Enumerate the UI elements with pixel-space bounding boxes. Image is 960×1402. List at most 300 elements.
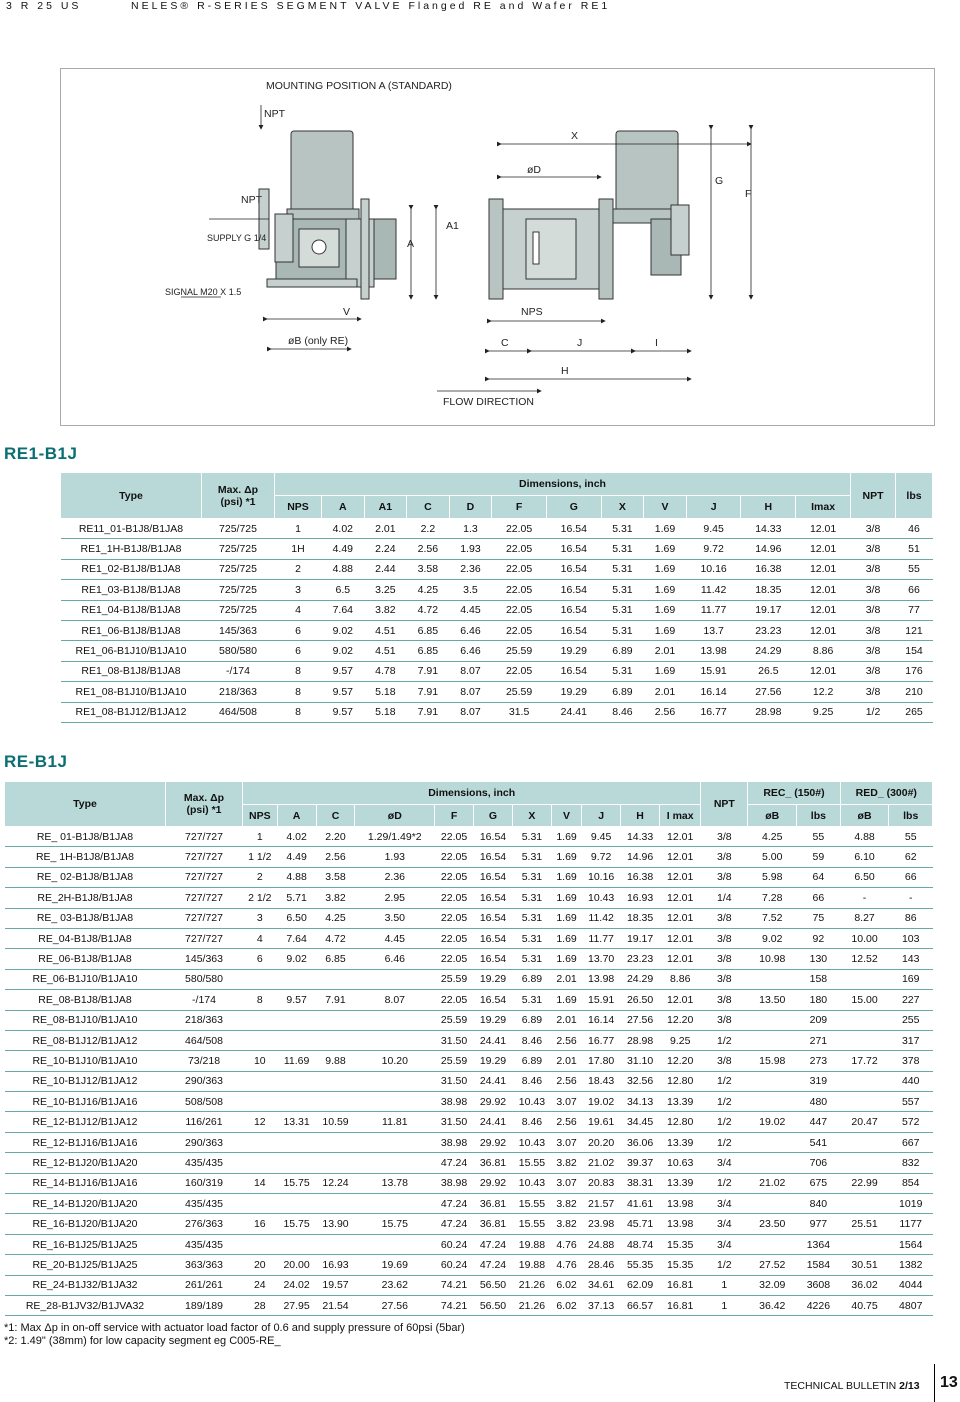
data-cell: 55 — [896, 559, 933, 579]
data-cell: 16.54 — [546, 519, 601, 539]
data-cell: 580/580 — [166, 969, 243, 989]
data-cell: 1/2 — [701, 1112, 748, 1132]
data-cell: 22.05 — [435, 949, 474, 969]
data-cell: 11.69 — [277, 1051, 316, 1071]
data-cell — [840, 1194, 889, 1214]
data-cell: 47.24 — [435, 1153, 474, 1173]
data-cell: 440 — [889, 1071, 933, 1091]
data-cell: 5.00 — [748, 847, 797, 867]
data-cell: 16.54 — [546, 661, 601, 681]
data-cell: 25.51 — [840, 1214, 889, 1234]
section-title-re1: RE1-B1J — [4, 444, 78, 463]
data-cell — [355, 1153, 435, 1173]
data-cell: 10.43 — [512, 1092, 551, 1112]
data-cell: 31.50 — [435, 1112, 474, 1132]
data-cell — [748, 1092, 797, 1112]
col-g: G — [546, 496, 601, 519]
data-cell: 725/725 — [202, 559, 275, 579]
label-v: V — [343, 306, 351, 318]
data-cell: 317 — [889, 1030, 933, 1050]
data-cell: 6.89 — [512, 1051, 551, 1071]
data-cell: 103 — [889, 928, 933, 948]
data-cell: 22.05 — [435, 867, 474, 887]
section-title-re: RE-B1J — [4, 752, 68, 771]
data-cell: 24.41 — [546, 702, 601, 722]
data-cell: 4.45 — [355, 928, 435, 948]
data-cell: 7.91 — [316, 990, 355, 1010]
data-cell: 22.05 — [435, 847, 474, 867]
data-cell: 66 — [889, 867, 933, 887]
data-cell: 20.20 — [582, 1132, 621, 1152]
data-cell: 1364 — [797, 1234, 840, 1254]
data-cell: 4.49 — [322, 539, 365, 559]
data-cell: 15.91 — [582, 990, 621, 1010]
data-cell: 28.46 — [582, 1255, 621, 1275]
data-cell: 675 — [797, 1173, 840, 1193]
data-cell: 5.98 — [748, 867, 797, 887]
data-cell: 265 — [896, 702, 933, 722]
data-cell: 13.98 — [660, 1214, 701, 1234]
data-cell — [748, 1010, 797, 1030]
data-cell: 34.45 — [621, 1112, 660, 1132]
data-cell: 5.31 — [601, 539, 644, 559]
data-cell: 9.25 — [660, 1030, 701, 1050]
col-x: X — [601, 496, 644, 519]
data-cell: 121 — [896, 620, 933, 640]
data-cell: 60.24 — [435, 1255, 474, 1275]
data-cell: 19.02 — [748, 1112, 797, 1132]
data-cell: 22.99 — [840, 1173, 889, 1193]
data-cell: 48.74 — [621, 1234, 660, 1254]
col-npt: NPT — [851, 473, 896, 519]
data-cell: 5.18 — [364, 682, 407, 702]
data-cell: 169 — [889, 969, 933, 989]
data-cell: 5.31 — [601, 661, 644, 681]
type-cell: RE_12-B1J12/B1JA12 — [5, 1112, 166, 1132]
data-cell: 3/8 — [851, 580, 896, 600]
data-cell — [243, 1132, 278, 1152]
col-d: D — [449, 496, 492, 519]
data-cell: 12.80 — [660, 1112, 701, 1132]
data-cell: 16.54 — [546, 600, 601, 620]
data-cell: 1382 — [889, 1255, 933, 1275]
data-cell: 29.92 — [474, 1173, 513, 1193]
data-cell: 32.56 — [621, 1071, 660, 1091]
data-cell: 572 — [889, 1112, 933, 1132]
data-cell: 1/4 — [701, 888, 748, 908]
data-cell: 2.36 — [449, 559, 492, 579]
data-cell — [277, 1030, 316, 1050]
table-row — [5, 969, 933, 989]
data-cell: 22.05 — [492, 620, 547, 640]
page-header — [6, 0, 956, 14]
type-cell: RE1_08-B1J10/B1JA10 — [61, 682, 202, 702]
data-cell: 3.07 — [551, 1092, 581, 1112]
data-cell: 2.01 — [551, 1010, 581, 1030]
data-cell: 22.05 — [435, 990, 474, 1010]
data-cell: 19.88 — [512, 1234, 551, 1254]
col-maxdp: Max. Δp (psi) *1 — [166, 782, 243, 827]
col-a1: A1 — [364, 496, 407, 519]
data-cell: 37.13 — [582, 1295, 621, 1315]
table-row — [5, 1214, 933, 1234]
col-dim-6: X — [512, 805, 551, 827]
data-cell: 10.16 — [582, 867, 621, 887]
data-cell: 19.57 — [316, 1275, 355, 1295]
data-cell: - — [840, 888, 889, 908]
data-cell: 5.31 — [512, 908, 551, 928]
data-cell — [277, 1010, 316, 1030]
data-cell — [748, 1234, 797, 1254]
data-cell — [243, 1030, 278, 1050]
data-cell: 8.07 — [449, 661, 492, 681]
label-a: A — [407, 238, 415, 250]
data-cell: 27.56 — [621, 1010, 660, 1030]
data-cell: 9.02 — [322, 641, 365, 661]
table-row — [5, 1092, 933, 1112]
data-cell: 1.69 — [644, 580, 687, 600]
data-cell: 1019 — [889, 1194, 933, 1214]
data-cell: 3/8 — [851, 519, 896, 539]
table-row — [5, 827, 933, 847]
data-cell: 725/725 — [202, 600, 275, 620]
data-cell: 1.69 — [551, 990, 581, 1010]
data-cell: 38.31 — [621, 1173, 660, 1193]
data-cell: 25.59 — [435, 969, 474, 989]
table-row — [5, 1051, 933, 1071]
data-cell: 727/727 — [166, 847, 243, 867]
data-cell: 2.36 — [355, 867, 435, 887]
data-cell: 1.69 — [644, 559, 687, 579]
col-dim-5: G — [474, 805, 513, 827]
data-cell — [748, 1132, 797, 1152]
data-cell: 4 — [243, 928, 278, 948]
data-cell: 12.20 — [660, 1010, 701, 1030]
data-cell: 7.91 — [407, 702, 450, 722]
data-cell: 15.35 — [660, 1255, 701, 1275]
data-cell: 28.98 — [621, 1030, 660, 1050]
data-cell: 10.16 — [686, 559, 741, 579]
data-cell: 10.63 — [660, 1153, 701, 1173]
data-cell: 2.2 — [407, 519, 450, 539]
data-cell: 16.14 — [582, 1010, 621, 1030]
data-cell: 38.98 — [435, 1132, 474, 1152]
data-cell — [840, 1234, 889, 1254]
doc-code: 3 R 25 US — [6, 0, 82, 12]
data-cell: 447 — [797, 1112, 840, 1132]
data-cell: 1.69 — [644, 600, 687, 620]
data-cell: 8.07 — [355, 990, 435, 1010]
table-row — [61, 580, 933, 600]
data-cell: 130 — [797, 949, 840, 969]
data-cell: 116/261 — [166, 1112, 243, 1132]
data-cell — [277, 1092, 316, 1112]
data-cell: 22.05 — [435, 928, 474, 948]
data-cell: 5.18 — [364, 702, 407, 722]
data-cell: 9.02 — [277, 949, 316, 969]
data-cell: 1.69 — [551, 908, 581, 928]
data-cell: 10.43 — [512, 1173, 551, 1193]
type-cell: RE_ 03-B1J8/B1JA8 — [5, 908, 166, 928]
data-cell: 16.38 — [741, 559, 796, 579]
data-cell: 2.56 — [551, 1030, 581, 1050]
data-cell: 23.98 — [582, 1214, 621, 1234]
data-cell: 218/363 — [166, 1010, 243, 1030]
data-cell — [277, 1194, 316, 1214]
data-cell: 7.64 — [322, 600, 365, 620]
table-row — [61, 702, 933, 722]
data-cell: 14.33 — [621, 827, 660, 847]
data-cell: 14.96 — [621, 847, 660, 867]
data-cell: 3/4 — [701, 1194, 748, 1214]
data-cell: 3/4 — [701, 1153, 748, 1173]
data-cell: 2.01 — [551, 969, 581, 989]
col-flange-1: lbs — [797, 805, 840, 827]
data-cell: 14.33 — [741, 519, 796, 539]
data-cell: 86 — [889, 908, 933, 928]
data-cell: 15.55 — [512, 1214, 551, 1234]
label-ob: øB (only RE) — [288, 335, 349, 347]
data-cell: 727/727 — [166, 827, 243, 847]
data-cell: 840 — [797, 1194, 840, 1214]
data-cell: 2.56 — [316, 847, 355, 867]
data-cell: 725/725 — [202, 539, 275, 559]
data-cell: 977 — [797, 1214, 840, 1234]
data-cell: 854 — [889, 1173, 933, 1193]
data-cell: 20.00 — [277, 1255, 316, 1275]
data-cell: -/174 — [202, 661, 275, 681]
data-cell: 36.81 — [474, 1214, 513, 1234]
data-cell: 55 — [797, 827, 840, 847]
data-cell: 276/363 — [166, 1214, 243, 1234]
data-cell: 4226 — [797, 1295, 840, 1315]
data-cell: 19.29 — [474, 1051, 513, 1071]
data-cell: 210 — [896, 682, 933, 702]
data-cell: 7.91 — [407, 661, 450, 681]
data-cell: 1.93 — [355, 847, 435, 867]
data-cell: 16.54 — [546, 559, 601, 579]
data-cell — [355, 1030, 435, 1050]
data-cell: 27.56 — [741, 682, 796, 702]
data-cell: 38.98 — [435, 1092, 474, 1112]
data-cell: 11.81 — [355, 1112, 435, 1132]
type-cell: RE1_02-B1J8/B1JA8 — [61, 559, 202, 579]
data-cell: 22.05 — [492, 559, 547, 579]
data-cell: 9.57 — [322, 682, 365, 702]
data-cell: 480 — [797, 1092, 840, 1112]
data-cell: 3.25 — [364, 580, 407, 600]
data-cell: 12 — [243, 1112, 278, 1132]
table-row — [5, 1030, 933, 1050]
data-cell — [243, 1010, 278, 1030]
data-cell: 47.24 — [474, 1234, 513, 1254]
data-cell: 2.01 — [364, 519, 407, 539]
data-cell: 10.59 — [316, 1112, 355, 1132]
data-cell — [316, 1234, 355, 1254]
data-cell: 15.91 — [686, 661, 741, 681]
data-cell: 12.24 — [316, 1173, 355, 1193]
data-cell: 16.54 — [474, 888, 513, 908]
data-cell: 8.86 — [796, 641, 851, 661]
data-cell: 2.56 — [644, 702, 687, 722]
data-cell: 10.00 — [840, 928, 889, 948]
label-a1: A1 — [446, 220, 459, 232]
re-dimension-table — [4, 781, 933, 1316]
data-cell: 18.43 — [582, 1071, 621, 1091]
col-f: F — [492, 496, 547, 519]
data-cell: 7.64 — [277, 928, 316, 948]
data-cell: 9.57 — [322, 661, 365, 681]
data-cell — [316, 1030, 355, 1050]
data-cell: 2.44 — [364, 559, 407, 579]
data-cell: 3.82 — [316, 888, 355, 908]
data-cell: 30.51 — [840, 1255, 889, 1275]
table-row — [61, 661, 933, 681]
data-cell — [277, 1153, 316, 1173]
data-cell: 580/580 — [202, 641, 275, 661]
table-row — [5, 1234, 933, 1254]
data-cell: 6.50 — [277, 908, 316, 928]
data-cell: 8 — [275, 661, 322, 681]
data-cell: 10.98 — [748, 949, 797, 969]
data-cell: 1.69 — [551, 867, 581, 887]
data-cell: 19.29 — [546, 641, 601, 661]
data-cell: 6 — [275, 641, 322, 661]
data-cell: 24.29 — [621, 969, 660, 989]
data-cell — [243, 1092, 278, 1112]
type-cell: RE11_01-B1J8/B1JA8 — [61, 519, 202, 539]
table-row — [61, 539, 933, 559]
label-nps: NPS — [521, 306, 543, 318]
data-cell: 4 — [275, 600, 322, 620]
label-i: I — [655, 337, 658, 349]
type-cell: RE1_08-B1J12/B1JA12 — [61, 702, 202, 722]
data-cell: 26.5 — [741, 661, 796, 681]
data-cell: 66.57 — [621, 1295, 660, 1315]
data-cell — [316, 969, 355, 989]
valve-drawing-svg — [61, 69, 934, 425]
col-v: V — [644, 496, 687, 519]
data-cell: 51 — [896, 539, 933, 559]
data-cell: 11.77 — [582, 928, 621, 948]
data-cell: 46 — [896, 519, 933, 539]
col-flange-0: øB — [748, 805, 797, 827]
data-cell: 1564 — [889, 1234, 933, 1254]
data-cell — [748, 1194, 797, 1214]
table-row — [61, 620, 933, 640]
data-cell: 158 — [797, 969, 840, 989]
type-cell: RE_ 02-B1J8/B1JA8 — [5, 867, 166, 887]
type-cell: RE1_03-B1J8/B1JA8 — [61, 580, 202, 600]
data-cell: 1 — [275, 519, 322, 539]
data-cell: 3/8 — [851, 641, 896, 661]
data-cell — [316, 1194, 355, 1214]
data-cell — [243, 1071, 278, 1091]
data-cell: 12.01 — [796, 539, 851, 559]
valve-front-view — [489, 131, 689, 299]
data-cell: 19.17 — [741, 600, 796, 620]
data-cell — [840, 1092, 889, 1112]
data-cell: 31.50 — [435, 1030, 474, 1050]
valve-side-view — [259, 131, 396, 299]
type-cell: RE_12-B1J16/B1JA16 — [5, 1132, 166, 1152]
data-cell: 706 — [797, 1153, 840, 1173]
data-cell: 24.41 — [474, 1071, 513, 1091]
col-dim-3: øD — [355, 805, 435, 827]
data-cell: 19.02 — [582, 1092, 621, 1112]
data-cell: 21.02 — [582, 1153, 621, 1173]
data-cell — [840, 1153, 889, 1173]
data-cell: 13.70 — [582, 949, 621, 969]
data-cell: 3/4 — [701, 1234, 748, 1254]
table-row — [5, 888, 933, 908]
data-cell: 24.41 — [474, 1030, 513, 1050]
data-cell: 19.29 — [474, 1010, 513, 1030]
data-cell: 19.29 — [474, 969, 513, 989]
data-cell: 12.01 — [660, 888, 701, 908]
label-x: X — [571, 130, 579, 142]
mounting-position-label: MOUNTING POSITION A (STANDARD) — [266, 80, 452, 92]
data-cell: 180 — [797, 990, 840, 1010]
data-cell: 2.01 — [644, 641, 687, 661]
type-cell: RE_10-B1J10/B1JA10 — [5, 1051, 166, 1071]
data-cell: 143 — [889, 949, 933, 969]
data-cell: 464/508 — [202, 702, 275, 722]
data-cell: 47.24 — [435, 1214, 474, 1234]
data-cell: 667 — [889, 1132, 933, 1152]
table-row — [61, 641, 933, 661]
data-cell: 13.7 — [686, 620, 741, 640]
data-cell: 8.86 — [660, 969, 701, 989]
data-cell: 16.54 — [474, 827, 513, 847]
data-cell: 5.31 — [601, 620, 644, 640]
data-cell: 1.69 — [644, 661, 687, 681]
data-cell: 4.88 — [840, 827, 889, 847]
bulletin-label: TECHNICAL BULLETIN — [784, 1380, 897, 1392]
data-cell: 16.93 — [316, 1255, 355, 1275]
data-cell: 19.61 — [582, 1112, 621, 1132]
data-cell: 40.75 — [840, 1295, 889, 1315]
data-cell: 1 — [701, 1295, 748, 1315]
data-cell: 3.58 — [407, 559, 450, 579]
data-cell: 6.5 — [322, 580, 365, 600]
label-f: F — [745, 188, 752, 200]
data-cell: 22.05 — [492, 580, 547, 600]
type-cell: RE_04-B1J8/B1JA8 — [5, 928, 166, 948]
data-cell: 6.02 — [551, 1295, 581, 1315]
data-cell: 16.54 — [474, 990, 513, 1010]
type-cell: RE_06-B1J10/B1JA10 — [5, 969, 166, 989]
table-row — [5, 1173, 933, 1193]
table-row — [61, 519, 933, 539]
data-cell: 12.20 — [660, 1051, 701, 1071]
data-cell: 6 — [275, 620, 322, 640]
data-cell: 24.02 — [277, 1275, 316, 1295]
data-cell: 3.82 — [551, 1153, 581, 1173]
col-nps: NPS — [275, 496, 322, 519]
data-cell: 2.56 — [551, 1112, 581, 1132]
data-cell: 13.50 — [748, 990, 797, 1010]
col-npt: NPT — [701, 782, 748, 827]
label-j: J — [577, 337, 583, 349]
data-cell — [748, 969, 797, 989]
data-cell: 12.01 — [660, 908, 701, 928]
table-row — [5, 867, 933, 887]
data-cell: 6.50 — [840, 867, 889, 887]
data-cell: 3.50 — [355, 908, 435, 928]
data-cell: 36.02 — [840, 1275, 889, 1295]
data-cell: 3/8 — [851, 559, 896, 579]
